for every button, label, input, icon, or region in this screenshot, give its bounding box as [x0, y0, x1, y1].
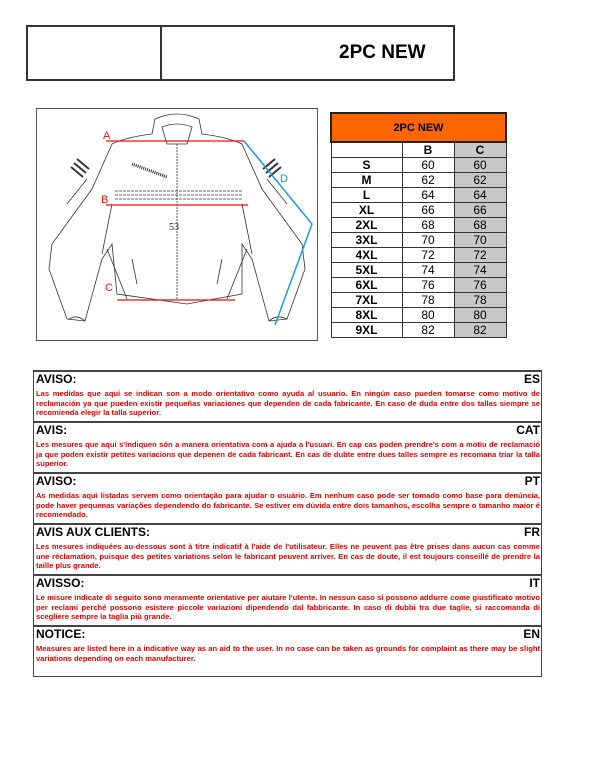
notice-language: ES	[523, 372, 540, 386]
size-row	[331, 308, 506, 323]
size-row	[331, 263, 506, 278]
value-c: 80	[454, 308, 506, 323]
notice-title: NOTICE:	[36, 627, 86, 641]
value-b: 82	[402, 323, 454, 338]
size-row	[331, 158, 506, 173]
value-b: 80	[402, 308, 454, 323]
notice-header	[36, 525, 540, 539]
jacket-outline	[49, 114, 305, 321]
notice-header	[36, 423, 540, 437]
jacket-drawing	[37, 109, 317, 340]
notice-header	[36, 627, 540, 641]
notice-language: PT	[524, 474, 540, 488]
notice-language: CAT	[516, 423, 540, 437]
notice-title: AVIS AUX CLIENTS:	[36, 525, 151, 539]
column-c-header: C	[454, 142, 506, 158]
size-label: 8XL	[331, 308, 402, 323]
size-label: 3XL	[331, 233, 402, 248]
header-logo-cell	[28, 27, 162, 79]
notice-es	[34, 372, 541, 421]
notice-language: IT	[529, 576, 540, 590]
size-label: XL	[331, 203, 402, 218]
label-c: C	[105, 282, 113, 294]
size-row	[331, 278, 506, 293]
value-c: 60	[454, 158, 506, 173]
label-b: B	[101, 194, 109, 206]
header-box	[26, 25, 455, 81]
notice-language: FR	[524, 525, 540, 539]
value-c: 76	[454, 278, 506, 293]
jacket-diagram	[36, 108, 318, 341]
size-label: 4XL	[331, 248, 402, 263]
value-c: 68	[454, 218, 506, 233]
notice-title: AVISSO:	[36, 576, 85, 590]
value-b: 74	[402, 263, 454, 278]
notice-fr	[34, 523, 541, 574]
value-b: 68	[402, 218, 454, 233]
value-c: 72	[454, 248, 506, 263]
size-label: 7XL	[331, 293, 402, 308]
label-d: D	[280, 173, 288, 185]
size-row	[331, 293, 506, 308]
size-row	[331, 323, 506, 338]
notice-header	[36, 576, 540, 590]
value-b: 64	[402, 188, 454, 203]
notice-language: EN	[523, 627, 540, 641]
notice-text: Les mesures indiquées au-dessous sont à titre indicatif à l'aide de l'utilisateur. Elles ne peuvent pas être prises dans aucun cas comme une réclamation, puisque des petites variations selon le fabricant peuvent arriver. En cas de doute, il est toujours conseillé de prendre la taille plus grande.	[36, 542, 540, 571]
notice-cat	[34, 421, 541, 472]
value-c: 82	[454, 323, 506, 338]
notices-box	[33, 370, 542, 677]
size-row	[331, 248, 506, 263]
size-row	[331, 203, 506, 218]
size-row	[331, 233, 506, 248]
size-table-title: 2PC NEW	[331, 113, 506, 142]
jacket-number: 53	[169, 222, 179, 233]
size-label: S	[331, 158, 402, 173]
value-c: 62	[454, 173, 506, 188]
column-b-header: B	[402, 142, 454, 158]
notice-it	[34, 574, 541, 625]
label-a: A	[103, 130, 111, 142]
notice-header	[36, 474, 540, 488]
value-b: 62	[402, 173, 454, 188]
size-label: 5XL	[331, 263, 402, 278]
size-table-header-row	[331, 142, 506, 158]
size-label: M	[331, 173, 402, 188]
notice-title: AVIS:	[36, 423, 68, 437]
notice-text: Las medidas que aquí se indican son a modo orientativo como ayuda al usuario. En ningún caso pueden tomarse como motivo de reclamación ya que pueden existir pequeñas variaciones que dependen de cada fabricante. En caso de duda entre dos tallas siempre se recomienda elegir la talla superior.	[36, 389, 540, 418]
value-c: 64	[454, 188, 506, 203]
page-title: 2PC NEW	[339, 42, 426, 63]
value-c: 66	[454, 203, 506, 218]
notice-header	[36, 372, 540, 386]
notice-text: As medidas aqui listadas servem como orientação para ajudar o usuário. Em nenhum caso pode ser tomado como base para denúncia, pode haver pequenas variações dependendo do fabricante. Se estiver em dúvida entre dois tamanhos, escolha sempre o tamanho maior é recomendado.	[36, 491, 540, 520]
notice-en	[34, 625, 541, 676]
size-table	[330, 112, 507, 338]
value-b: 78	[402, 293, 454, 308]
value-c: 74	[454, 263, 506, 278]
value-b: 76	[402, 278, 454, 293]
notice-text: Le misure indicate di seguito sono meramente orientative per aiutare l'utente. In nessun caso si possono addurre come giustificato motivo per reclami perché possono esistere piccole variazioni dipendendo dal fabbricante. In caso di dubbi tra due taglie, si raccomanda di scegliere sempre la taglia più grande.	[36, 593, 540, 622]
header-title-cell	[162, 27, 453, 79]
notice-title: AVISO:	[36, 474, 77, 488]
value-b: 72	[402, 248, 454, 263]
notice-pt	[34, 472, 541, 523]
size-column-header	[331, 142, 402, 158]
size-label: 2XL	[331, 218, 402, 233]
notice-text: Les mesures que aquí s'indiquen són a manera orientativa com a ajuda a l'usuari. En cap cas poden prendre's com a motiu de reclamació ja que poden existir petites variacions que depenen de cada fabricant. En cas de dubte entre dues talles sempre es recomana triar la talla superior.	[36, 440, 540, 469]
size-row	[331, 173, 506, 188]
value-b: 60	[402, 158, 454, 173]
value-b: 70	[402, 233, 454, 248]
value-b: 66	[402, 203, 454, 218]
notice-title: AVISO:	[36, 372, 77, 386]
size-label: 6XL	[331, 278, 402, 293]
size-label: 9XL	[331, 323, 402, 338]
value-c: 78	[454, 293, 506, 308]
notice-text: Measures are listed here in a indicative way as an aid to the user. In no case can be taken as grounds for complaint as there may be slight variations depending on each manufacturer.	[36, 644, 540, 663]
size-row	[331, 218, 506, 233]
size-label: L	[331, 188, 402, 203]
size-row	[331, 188, 506, 203]
value-c: 70	[454, 233, 506, 248]
